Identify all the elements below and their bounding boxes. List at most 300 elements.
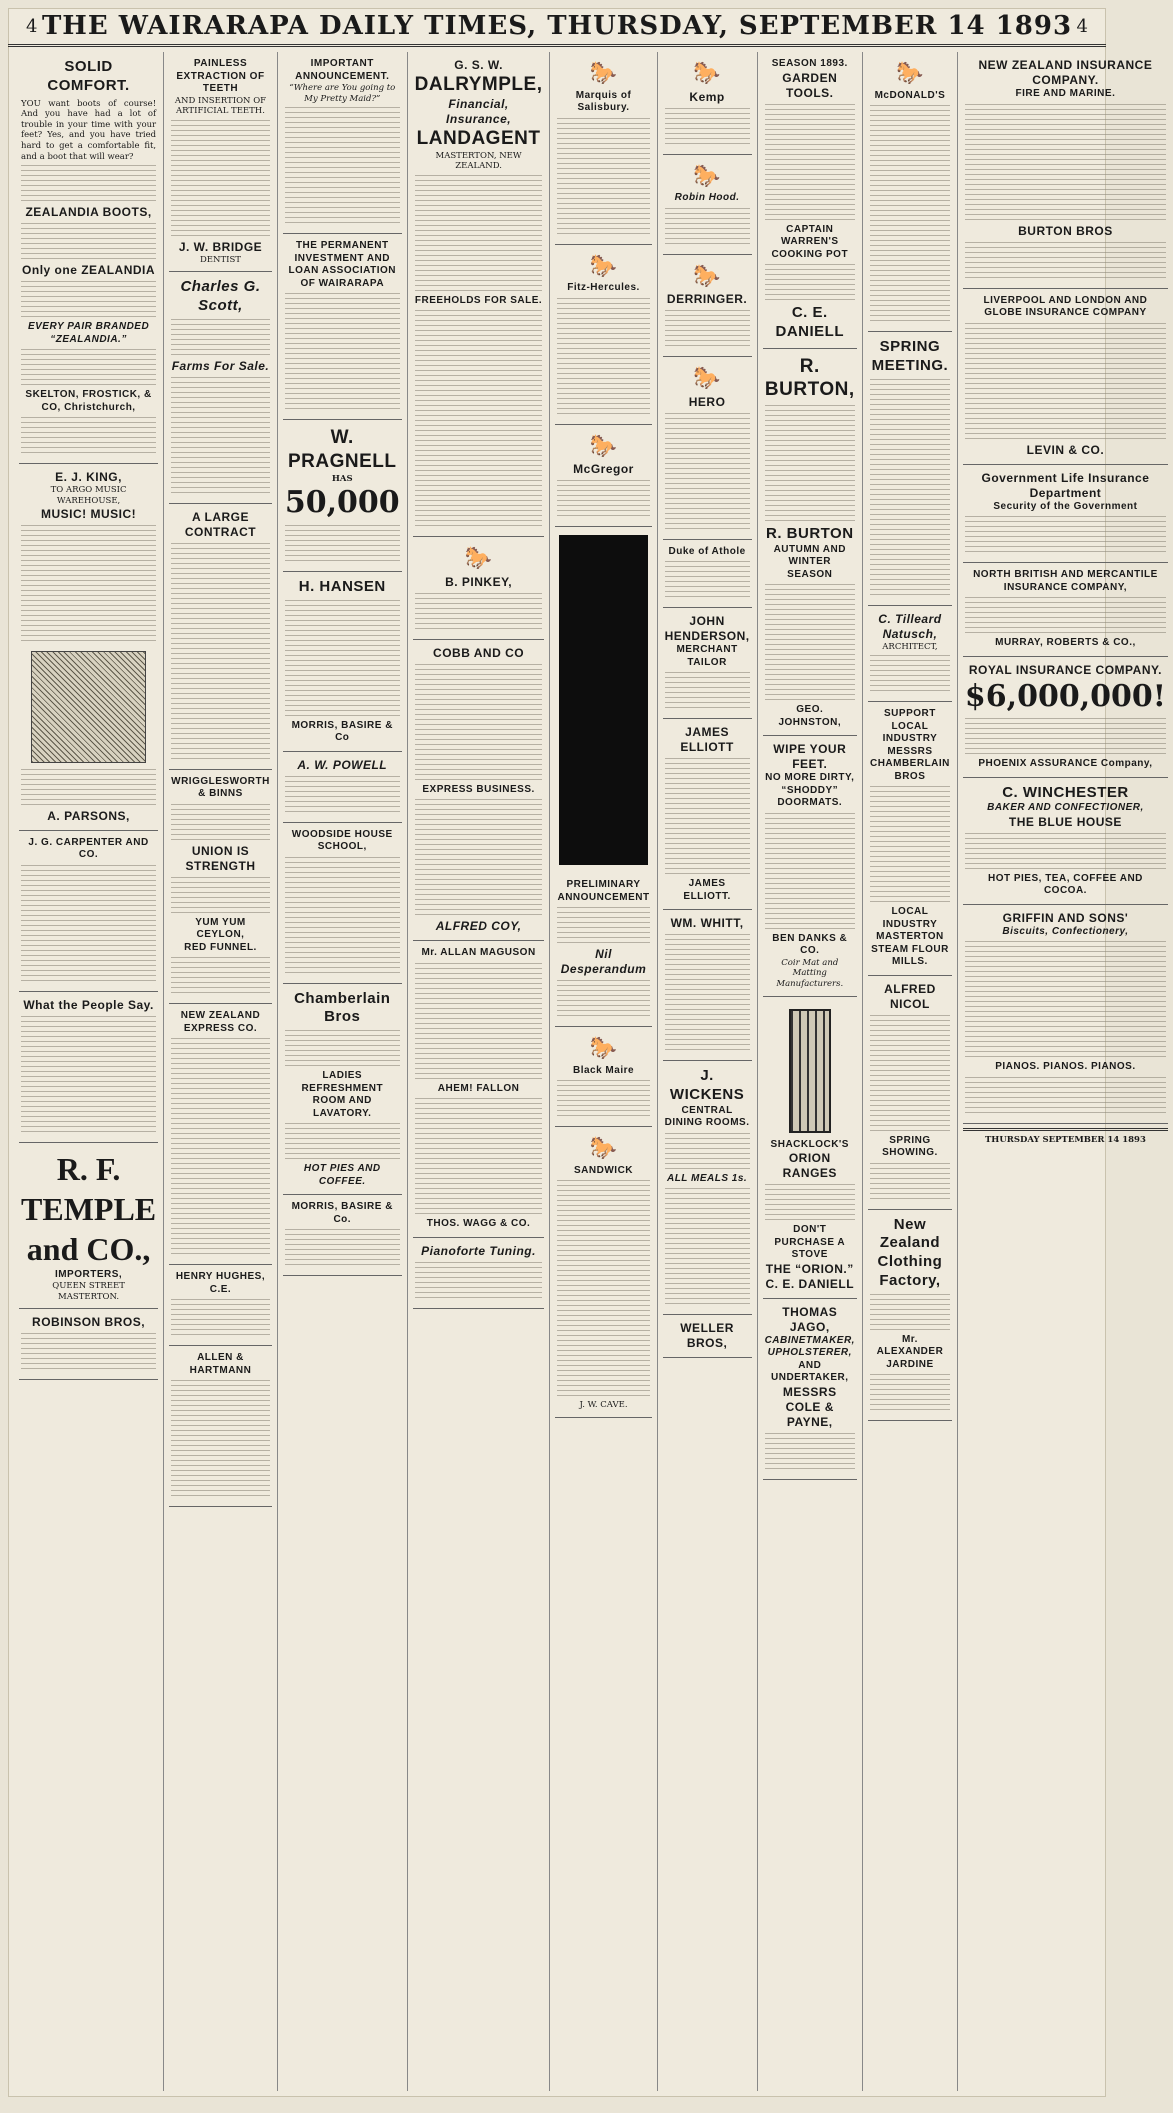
text-lines [665, 310, 750, 350]
text-lines [285, 776, 400, 816]
ad-robin-hood [663, 155, 752, 255]
ad-dentist [169, 52, 272, 272]
column-3 [278, 52, 408, 2091]
ad-subheading: HOT PIES, TEA, COFFEE AND COCOA. [987, 872, 1143, 897]
ad-name: C. E. DANIELL [775, 304, 845, 340]
ad-heading: NORTH BRITISH AND MERCANTILE INSURANCE COMPANY, [973, 569, 1158, 593]
text-lines [765, 405, 855, 525]
text-lines [965, 718, 1166, 758]
ad-hughes [169, 1265, 272, 1346]
ad-maguson [413, 941, 545, 1238]
ad-heading: SANDWICK [574, 1164, 634, 1176]
ad-subheading: UPHOLSTERER, [767, 1347, 852, 1359]
text-lines [171, 543, 270, 763]
ad-subheading: ALL MEALS 1s. [666, 1172, 748, 1184]
text-lines [171, 120, 270, 240]
ad-heading: C. Tilleard Natusch, [878, 611, 942, 641]
ad-kemp [663, 52, 752, 155]
ad-heading: SEASON 1893. [771, 58, 848, 69]
text-lines [285, 857, 400, 977]
ad-pragnell [283, 420, 402, 572]
text-lines [285, 600, 400, 720]
text-lines [171, 1380, 270, 1500]
text-lines [285, 293, 400, 413]
ad-royal [963, 657, 1168, 778]
ad-heading: E. J. KING, [55, 470, 122, 485]
ad-subheading: HOT PIES AND COFFEE. [303, 1163, 381, 1187]
ad-heading: JOHN HENDERSON, [664, 614, 750, 643]
ad-nicol [868, 976, 952, 1210]
ad-jago [763, 1299, 857, 1480]
ad-subheading: SPRING SHOWING. [882, 1134, 938, 1159]
text-lines [557, 118, 649, 238]
text-lines [21, 223, 156, 263]
ad-subheading: UNION IS STRENGTH [185, 843, 256, 873]
text-lines [965, 104, 1166, 224]
text-lines [870, 1163, 950, 1203]
ad-hansen [283, 572, 402, 752]
ad-body: YOU want boots of course! And you have had a lot of trouble in your time with your feet? Yes, and you have tried hard to get a comfortable fit, and a boot that will wear? [21, 98, 157, 162]
ad-heading: SUPPORT LOCAL INDUSTRY [882, 708, 938, 745]
page-number: 4 [26, 15, 38, 37]
text-lines [21, 165, 156, 205]
ad-heading: ROYAL INSURANCE COMPANY. [968, 662, 1162, 677]
text-lines [665, 108, 750, 148]
horse-icon: 🐎 [896, 61, 924, 86]
ad-quote: “Where are You going to My Pretty Maid?” [289, 83, 396, 104]
text-lines [765, 1433, 855, 1473]
ad-subheading: SKELTON, FROSTICK, & CO, Christchurch, [25, 389, 152, 413]
ad-hero [663, 357, 752, 540]
ad-woodside [283, 823, 402, 984]
ad-subheading: BEN DANKS & CO. [772, 932, 848, 957]
ad-heading: Fitz-Hercules. [567, 282, 640, 293]
ad-subheading: LEVIN & CO. [1026, 442, 1105, 457]
masthead [8, 8, 1106, 47]
text-lines [171, 804, 270, 844]
ad-heading: Pianoforte Tuning. [421, 1243, 536, 1258]
ad-heading: A. PARSONS, [47, 808, 130, 823]
text-lines [665, 208, 750, 248]
ad-wrigglesworth [169, 770, 272, 1005]
ad-heading: Duke of Athole [668, 545, 746, 557]
ad-heading: ALFRED NICOL [884, 981, 936, 1011]
text-lines [415, 799, 543, 919]
column-9 [958, 52, 1173, 2091]
ad-heading: DERRINGER. [666, 292, 748, 306]
text-lines [415, 175, 543, 295]
text-lines [665, 561, 750, 601]
ad-wickens [663, 1061, 752, 1315]
ad-heading: WRIGGLESWORTH & BINNS [171, 775, 270, 800]
text-lines [870, 1374, 950, 1414]
ad-heading: Mr. ALLAN MAGUSON [421, 947, 536, 959]
ad-subheading: CENTRAL DINING ROOMS. [664, 1104, 750, 1128]
ad-subheading: MESSRS CHAMBERLAIN BROS [869, 745, 950, 782]
horse-icon: 🐎 [693, 366, 721, 391]
ad-cobb [413, 640, 545, 942]
ad-subheading: MURRAY, ROBERTS & CO., [995, 637, 1136, 648]
column-2 [164, 52, 278, 2091]
column-1 [14, 52, 164, 2091]
ad-powell [283, 752, 402, 823]
ad-solid-comfort [19, 52, 158, 464]
text-lines [21, 769, 156, 809]
ad-heading: JAMES ELLIOTT [680, 725, 734, 754]
text-lines [171, 1038, 270, 1258]
text-lines [765, 813, 855, 933]
ad-heading: Chamberlain Bros [294, 989, 391, 1026]
ad-heading: HENRY HUGHES, C.E. [175, 1271, 266, 1295]
ad-heading: SHACKLOCK'S [770, 1138, 849, 1150]
ad-sandwick [555, 1127, 651, 1418]
ad-subheading: Farms For Sale. [171, 358, 270, 373]
ad-people-say [19, 992, 158, 1143]
text-lines [557, 298, 649, 418]
ad-heading: C. WINCHESTER [1002, 783, 1129, 801]
ad-subheading: LADIES REFRESHMENT ROOM AND LAVATORY. [301, 1070, 384, 1119]
ad-liverpool [963, 289, 1168, 465]
text-lines [285, 1229, 400, 1269]
ad-subheading: Financial, Insurance, [446, 96, 512, 126]
ad-subheading: CAPTAIN WARREN'S COOKING POT [771, 223, 849, 260]
ad-subheading: MUSIC! MUSIC! [40, 506, 137, 521]
horse-icon: 🐎 [693, 263, 721, 289]
ad-temple [19, 1143, 158, 1310]
ad-subheading: JAMES ELLIOTT. [683, 878, 731, 902]
ad-robinson [19, 1309, 158, 1380]
ad-heading: LIVERPOOL AND LONDON AND GLOBE INSURANCE COMPANY [983, 294, 1148, 318]
ad-figure: 50,000 [284, 485, 400, 521]
ad-subheading: THE BLUE HOUSE [1008, 814, 1122, 829]
text-lines [285, 1030, 400, 1070]
text-lines [965, 1077, 1166, 1117]
text-lines [665, 413, 750, 533]
text-lines [285, 525, 400, 565]
ad-piano-tuning [413, 1238, 545, 1309]
ad-subheading: AUTUMN AND WINTER SEASON [773, 543, 846, 580]
ad-subheading: LOCAL INDUSTRY [882, 906, 938, 930]
ad-heading: New Zealand Clothing Factory, [877, 1215, 943, 1289]
horse-icon: 🐎 [589, 61, 618, 86]
text-lines [415, 1262, 543, 1302]
text-lines [171, 957, 270, 997]
ad-heading: J. G. CARPENTER AND CO. [28, 836, 149, 860]
ad-morris [283, 1195, 402, 1276]
text-lines [765, 264, 855, 304]
ad-subheading: MESSRS COLE & PAYNE, [782, 1384, 837, 1429]
ad-subheading: EXPRESS BUSINESS. [422, 783, 535, 795]
column-5 [550, 52, 657, 2091]
text-lines [965, 941, 1166, 1061]
ad-orion [763, 997, 857, 1299]
ad-marquis [555, 52, 651, 245]
ad-elliott [663, 719, 752, 910]
ad-heading: THE PERMANENT INVESTMENT AND LOAN ASSOCIATION OF WAIRARAPA [288, 240, 396, 289]
text-lines [21, 349, 156, 389]
ad-king [19, 464, 158, 830]
text-lines [557, 480, 649, 520]
ad-mcgregor [555, 425, 651, 528]
ad-subheading: Only one ZEALANDIA [22, 263, 156, 278]
ad-subheading: PHOENIX ASSURANCE Company, [978, 758, 1153, 769]
ad-heading: SOLID COMFORT. [47, 58, 130, 94]
text-lines [285, 1123, 400, 1163]
text-lines [557, 980, 649, 1020]
column-8 [863, 52, 958, 2091]
ad-subheading: ARCHITECT, [882, 641, 938, 652]
ad-heading: ROBINSON BROS, [32, 1315, 146, 1330]
ad-govt-life [963, 465, 1168, 564]
ad-subheading: AND UNDERTAKER, [771, 1359, 849, 1384]
ad-heading: PRELIMINARY ANNOUNCEMENT [557, 879, 650, 903]
horse-icon: 🐎 [589, 1136, 618, 1161]
text-lines [665, 758, 750, 878]
ad-heading: Charles G. Scott, [180, 278, 261, 315]
ad-signature: J. W. CAVE. [579, 1400, 628, 1410]
ad-heading: GRIFFIN AND SONS' [1002, 910, 1129, 925]
ad-heading: Government Life Insurance Department [981, 470, 1150, 500]
ad-subheading: BURTON BROS [1018, 223, 1113, 238]
ad-heading: Kemp [689, 89, 725, 104]
ad-subheading: Mr. ALEXANDER JARDINE [876, 1333, 944, 1370]
ad-subheading: GEO. JOHNSTON, [778, 704, 842, 728]
ad-chamberlain [283, 984, 402, 1196]
ad-fitz-hercules [555, 245, 651, 425]
ad-subheading: ZEALANDIA BOOTS, [25, 205, 152, 220]
ad-address: MASTERTON, NEW ZEALAND. [435, 150, 522, 172]
text-lines [870, 655, 950, 695]
text-lines [415, 1098, 543, 1218]
ad-allen [169, 1346, 272, 1507]
ad-subheading: THOS. WAGG & CO. [426, 1218, 531, 1230]
ad-natusch [868, 606, 952, 703]
ad-pinkey [413, 537, 545, 640]
text-lines [965, 833, 1166, 873]
ad-nz-express [169, 1004, 272, 1265]
ad-name: J. W. BRIDGE [178, 239, 263, 254]
newspaper-page [8, 8, 1166, 2097]
text-lines [21, 281, 156, 321]
ad-support-local [868, 702, 952, 976]
ad-nz-clothing [868, 1210, 952, 1422]
ad-heading: McDONALD'S [874, 89, 946, 101]
text-lines [21, 525, 156, 645]
text-lines [965, 242, 1166, 282]
ad-name: C. E. DANIELL [765, 1276, 855, 1291]
ad-heading: HERO [688, 394, 726, 409]
ad-heading: W. PRAGNELL [288, 427, 397, 472]
ad-subheading: THE “ORION.” [765, 1261, 854, 1276]
ad-heading: B. PINKEY, [445, 574, 513, 589]
ad-subheading: G. S. W. [454, 58, 503, 72]
ad-subheading: AND INSERTION OF ARTIFICIAL TEETH. [174, 95, 267, 117]
ad-heading: R. BURTON, [764, 355, 855, 401]
horse-icon: 🐎 [464, 546, 493, 572]
ad-subheading: MORRIS, BASIRE & Co [291, 719, 393, 744]
ad-prelim [555, 873, 651, 1027]
ad-heading: ALLEN & HARTMANN [189, 1352, 252, 1376]
ad-subheading: PIANOS. PIANOS. PIANOS. [995, 1061, 1136, 1073]
text-lines [765, 584, 855, 704]
ad-spring-meeting [868, 332, 952, 606]
column-4 [408, 52, 551, 2091]
ad-mcdonald [868, 52, 952, 332]
text-lines [21, 865, 156, 985]
ad-henderson [663, 608, 752, 719]
text-lines [870, 1015, 950, 1135]
ad-heading: McGregor [573, 462, 634, 476]
text-lines [415, 310, 543, 530]
ad-burton [763, 349, 857, 737]
ad-subheading: CABINETMAKER, [764, 1334, 855, 1346]
ad-heading: MORRIS, BASIRE & Co. [291, 1201, 393, 1225]
ad-subheading: DENTIST [199, 254, 241, 265]
ad-heading: WELLER BROS, [680, 1321, 734, 1350]
horse-icon: 🐎 [589, 1036, 618, 1061]
engraving-illustration [31, 651, 146, 763]
ad-nz-insurance [963, 52, 1168, 289]
ad-subheading: AHEM! FALLON [437, 1082, 520, 1094]
ad-heading: Black Maire [572, 1064, 635, 1076]
text-lines [665, 672, 750, 712]
ad-north-british [963, 563, 1168, 657]
ad-subheading: MASTERTON STEAM FLOUR MILLS. [871, 931, 949, 968]
text-lines [965, 597, 1166, 637]
ad-heading: SPRING MEETING. [871, 338, 949, 374]
ad-heading: NEW ZEALAND EXPRESS CO. [180, 1010, 261, 1034]
text-lines [965, 516, 1166, 556]
text-lines [665, 934, 750, 1054]
ad-heading: A LARGE CONTRACT [184, 509, 257, 539]
ad-heading: R. BURTON [765, 525, 854, 542]
ad-subheading: EVERY PAIR BRANDED “ZEALANDIA.” [27, 321, 150, 345]
ad-subheading: DON'T PURCHASE A STOVE [774, 1224, 846, 1261]
ad-heading: Marquis of Salisbury. [575, 89, 632, 113]
ad-dalrymple [413, 52, 545, 537]
ad-address: QUEEN STREET MASTERTON. [52, 1281, 125, 1302]
ad-heading: R. F. TEMPLE and CO., [21, 1150, 157, 1267]
divider [963, 1128, 1168, 1131]
ad-heading: PAINLESS EXTRACTION OF TEETH [176, 58, 265, 94]
text-lines [870, 105, 950, 325]
ad-subheading: IMPORTERS, [54, 1268, 123, 1280]
horse-icon: 🐎 [589, 253, 618, 279]
ad-griffin [963, 905, 1168, 1124]
text-lines [285, 107, 400, 227]
text-lines [870, 786, 950, 906]
ad-scott [169, 272, 272, 504]
ad-heading: THOMAS JAGO, [782, 1304, 838, 1334]
text-lines [21, 1016, 156, 1136]
ad-carpenter [19, 831, 158, 992]
column-7 [758, 52, 863, 2091]
ad-subheading: MERCHANT TAILOR [676, 644, 738, 668]
ad-subheading: HAS [331, 473, 353, 484]
ad-heading: J. WICKENS [669, 1067, 745, 1103]
ad-subheading: Nil Desperandum [560, 947, 647, 976]
ad-subheading: ALFRED COY, [435, 919, 522, 934]
ad-subheading: Security of the Government [993, 500, 1138, 512]
ad-subheading: Coir Mat and Matting Manufacturers. [776, 957, 844, 989]
ad-heading: WIPE YOUR FEET. [773, 742, 847, 772]
ad-heading: WOODSIDE HOUSE SCHOOL, [291, 828, 393, 853]
page-footer: THURSDAY SEPTEMBER 14 1893 [984, 1134, 1146, 1145]
ad-subheading: YUM YUM CEYLON, [195, 916, 246, 941]
ad-season [763, 52, 857, 349]
ad-heading: IMPORTANT ANNOUNCEMENT. [295, 58, 390, 82]
ad-important [283, 52, 402, 234]
text-lines [965, 323, 1166, 443]
horse-icon: 🐎 [589, 433, 618, 459]
text-lines [557, 907, 649, 947]
ad-black-maire [555, 1027, 651, 1127]
ad-heading: Robin Hood. [674, 192, 740, 203]
redacted-block [559, 535, 647, 865]
ad-heading: DALRYMPLE, [414, 74, 543, 95]
columns [14, 52, 1166, 2091]
text-lines [171, 1299, 270, 1339]
text-lines [870, 379, 950, 599]
horse-icon: 🐎 [693, 163, 721, 189]
text-lines [665, 1133, 750, 1173]
ad-heading: What the People Say. [23, 997, 154, 1012]
ad-heading: NEW ZEALAND INSURANCE COMPANY. [978, 58, 1153, 87]
ad-whitt [663, 910, 752, 1061]
text-lines [171, 377, 270, 497]
ad-heading: LANDAGENT [416, 127, 541, 149]
ad-subheading: Biscuits, Confectionery, [1002, 925, 1129, 937]
column-6 [658, 52, 758, 2091]
ad-subheading: GARDEN TOOLS. [782, 70, 838, 100]
ad-heading: WM. WHITT, [670, 916, 744, 930]
ad-contract [169, 504, 272, 770]
text-lines [870, 1294, 950, 1334]
text-lines [765, 104, 855, 224]
text-lines [171, 877, 270, 917]
ad-subheading: BAKER AND CONFECTIONER, [987, 802, 1144, 814]
text-lines [415, 593, 543, 633]
text-lines [21, 417, 156, 457]
ad-heading: H. HANSEN [298, 577, 386, 595]
text-lines [557, 1080, 649, 1120]
text-lines [765, 1184, 855, 1224]
ad-subheading: TO ARGO MUSIC WAREHOUSE, [50, 485, 127, 506]
horse-icon: 🐎 [693, 61, 721, 86]
ad-subheading: NO MORE DIRTY, “SHODDY” DOORMATS. [765, 772, 855, 809]
text-lines [557, 1180, 649, 1400]
text-lines [665, 1188, 750, 1308]
ad-weller [663, 1315, 752, 1358]
ad-subheading: FREEHOLDS FOR SALE. [414, 294, 543, 306]
ad-permanent [283, 234, 402, 420]
stove-illustration [789, 1009, 831, 1133]
ad-derringer [663, 255, 752, 358]
ad-doormats [763, 736, 857, 996]
ad-subheading: RED FUNNEL. [184, 941, 257, 953]
ad-winchester [963, 778, 1168, 905]
ad-heading: COBB AND CO [433, 645, 525, 660]
ad-heading: A. W. POWELL [297, 757, 388, 772]
ad-figure: $6,000,000! [964, 678, 1166, 714]
text-lines [171, 319, 270, 359]
text-lines [415, 664, 543, 784]
ad-subheading: FIRE AND MARINE. [1015, 88, 1116, 99]
text-lines [415, 963, 543, 1083]
page-number-right: 4 [1076, 15, 1088, 37]
text-lines [21, 1333, 156, 1373]
ad-duke-athole [663, 540, 752, 609]
